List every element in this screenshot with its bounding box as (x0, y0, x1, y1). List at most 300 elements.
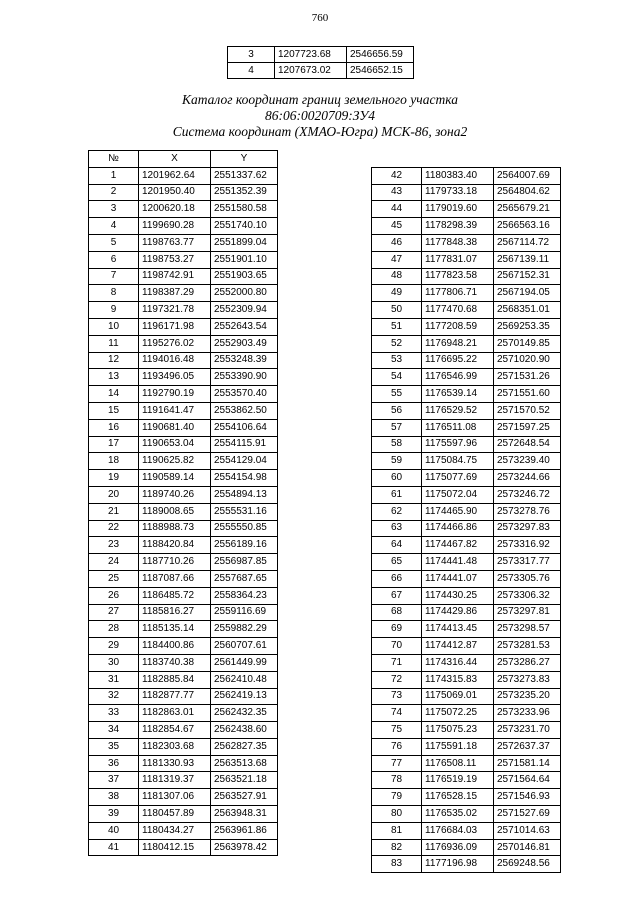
point-number-cell: 60 (372, 470, 422, 487)
x-coordinate-cell: 1182303.68 (139, 738, 211, 755)
y-coordinate-cell: 2573317.77 (494, 554, 561, 571)
table-row (372, 453, 561, 470)
point-number-cell: 30 (89, 654, 139, 671)
table-row (372, 839, 561, 856)
y-coordinate-cell: 2551337.62 (211, 167, 278, 184)
y-coordinate-cell: 2554154.98 (211, 470, 278, 487)
x-coordinate-cell: 1187710.26 (139, 554, 211, 571)
x-coordinate-cell: 1174466.86 (422, 520, 494, 537)
table-row (372, 722, 561, 739)
x-coordinate-cell: 1182877.77 (139, 688, 211, 705)
x-coordinate-cell: 1190653.04 (139, 436, 211, 453)
y-coordinate-cell: 2554106.64 (211, 419, 278, 436)
y-coordinate-cell: 2573278.76 (494, 503, 561, 520)
y-coordinate-cell: 2571546.93 (494, 789, 561, 806)
x-coordinate-cell: 1181330.93 (139, 755, 211, 772)
x-coordinate-cell: 1187087.66 (139, 570, 211, 587)
y-coordinate-cell: 2551901.10 (211, 251, 278, 268)
y-coordinate-cell: 2563521.18 (211, 772, 278, 789)
table-row (89, 654, 278, 671)
y-coordinate-cell: 2571014.63 (494, 822, 561, 839)
table-row (372, 218, 561, 235)
x-coordinate-cell: 1174441.07 (422, 570, 494, 587)
y-coordinate-cell: 2571527.69 (494, 806, 561, 823)
point-number-cell: 77 (372, 755, 422, 772)
x-coordinate-cell: 1174465.90 (422, 503, 494, 520)
y-coordinate-cell: 2571020.90 (494, 352, 561, 369)
y-coordinate-cell: 2563948.31 (211, 806, 278, 823)
continued-coordinate-table (227, 46, 414, 79)
table-row (372, 755, 561, 772)
table-row (372, 554, 561, 571)
table-row (89, 822, 278, 839)
table-row (89, 470, 278, 487)
y-coordinate-cell: 2571597.25 (494, 419, 561, 436)
x-coordinate-cell: 1207673.02 (275, 63, 347, 79)
y-coordinate-cell: 2573305.76 (494, 570, 561, 587)
table-row (89, 755, 278, 772)
table-row (89, 386, 278, 403)
point-number-cell: 83 (372, 856, 422, 873)
point-number-cell: 32 (89, 688, 139, 705)
table-row (89, 318, 278, 335)
x-coordinate-cell: 1189740.26 (139, 486, 211, 503)
x-coordinate-cell: 1176535.02 (422, 806, 494, 823)
x-coordinate-cell: 1201950.40 (139, 184, 211, 201)
y-coordinate-cell: 2558364.23 (211, 587, 278, 604)
y-coordinate-cell: 2551580.58 (211, 201, 278, 218)
x-coordinate-cell: 1198753.27 (139, 251, 211, 268)
x-coordinate-cell: 1175069.01 (422, 688, 494, 705)
point-number-cell: 38 (89, 789, 139, 806)
y-coordinate-cell: 2573239.40 (494, 453, 561, 470)
top-table-body (228, 47, 414, 79)
y-coordinate-cell: 2572648.54 (494, 436, 561, 453)
y-coordinate-cell: 2573316.92 (494, 537, 561, 554)
y-coordinate-cell: 2554894.13 (211, 486, 278, 503)
point-number-cell: 78 (372, 772, 422, 789)
y-coordinate-cell: 2567194.05 (494, 285, 561, 302)
x-coordinate-cell: 1180412.15 (139, 839, 211, 856)
y-coordinate-cell: 2554115.91 (211, 436, 278, 453)
y-coordinate-cell: 2562827.35 (211, 738, 278, 755)
y-coordinate-cell: 2553570.40 (211, 386, 278, 403)
y-coordinate-cell: 2557687.65 (211, 570, 278, 587)
point-number-cell: 44 (372, 201, 422, 218)
point-number-cell: 81 (372, 822, 422, 839)
table-row (372, 386, 561, 403)
point-number-cell: 12 (89, 352, 139, 369)
table-row (372, 318, 561, 335)
table-row (372, 436, 561, 453)
left-table-body (89, 167, 278, 856)
table-row (89, 772, 278, 789)
x-coordinate-cell: 1192790.19 (139, 386, 211, 403)
y-coordinate-cell: 2573233.96 (494, 705, 561, 722)
x-coordinate-cell: 1200620.18 (139, 201, 211, 218)
point-number-cell: 34 (89, 722, 139, 739)
header-number: № (89, 151, 139, 168)
x-coordinate-cell: 1196171.98 (139, 318, 211, 335)
point-number-cell: 63 (372, 520, 422, 537)
y-coordinate-cell: 2569253.35 (494, 318, 561, 335)
point-number-cell: 16 (89, 419, 139, 436)
x-coordinate-cell: 1176546.99 (422, 369, 494, 386)
point-number-cell: 82 (372, 839, 422, 856)
point-number-cell: 26 (89, 587, 139, 604)
point-number-cell: 58 (372, 436, 422, 453)
table-row (89, 738, 278, 755)
table-row (372, 789, 561, 806)
y-coordinate-cell: 2562419.13 (211, 688, 278, 705)
table-row (89, 369, 278, 386)
y-coordinate-cell: 2563527.91 (211, 789, 278, 806)
point-number-cell: 45 (372, 218, 422, 235)
point-number-cell: 36 (89, 755, 139, 772)
point-number-cell: 21 (89, 503, 139, 520)
y-coordinate-cell: 2554129.04 (211, 453, 278, 470)
table-row (89, 419, 278, 436)
point-number-cell: 4 (228, 63, 275, 79)
table-row (89, 218, 278, 235)
point-number-cell: 23 (89, 537, 139, 554)
y-coordinate-cell: 2573231.70 (494, 722, 561, 739)
y-coordinate-cell: 2546656.59 (347, 47, 414, 63)
point-number-cell: 4 (89, 218, 139, 235)
table-row (372, 268, 561, 285)
table-row (372, 822, 561, 839)
point-number-cell: 25 (89, 570, 139, 587)
point-number-cell: 41 (89, 839, 139, 856)
x-coordinate-cell: 1190625.82 (139, 453, 211, 470)
point-number-cell: 43 (372, 184, 422, 201)
point-number-cell: 52 (372, 335, 422, 352)
x-coordinate-cell: 1174315.83 (422, 671, 494, 688)
point-number-cell: 56 (372, 402, 422, 419)
point-number-cell: 51 (372, 318, 422, 335)
x-coordinate-cell: 1188988.73 (139, 520, 211, 537)
point-number-cell: 68 (372, 604, 422, 621)
y-coordinate-cell: 2568351.01 (494, 302, 561, 319)
table-row (228, 47, 414, 63)
point-number-cell: 5 (89, 234, 139, 251)
x-coordinate-cell: 1179733.18 (422, 184, 494, 201)
x-coordinate-cell: 1176529.52 (422, 402, 494, 419)
y-coordinate-cell: 2573235.20 (494, 688, 561, 705)
point-number-cell: 1 (89, 167, 139, 184)
table-row (89, 184, 278, 201)
point-number-cell: 75 (372, 722, 422, 739)
point-number-cell: 79 (372, 789, 422, 806)
x-coordinate-cell: 1174467.82 (422, 537, 494, 554)
x-coordinate-cell: 1181307.06 (139, 789, 211, 806)
x-coordinate-cell: 1182885.84 (139, 671, 211, 688)
table-row (89, 587, 278, 604)
x-coordinate-cell: 1175084.75 (422, 453, 494, 470)
x-coordinate-cell: 1176528.15 (422, 789, 494, 806)
x-coordinate-cell: 1174429.86 (422, 604, 494, 621)
point-number-cell: 9 (89, 302, 139, 319)
x-coordinate-cell: 1180457.89 (139, 806, 211, 823)
y-coordinate-cell: 2572637.37 (494, 738, 561, 755)
y-coordinate-cell: 2553862.50 (211, 402, 278, 419)
y-coordinate-cell: 2555550.85 (211, 520, 278, 537)
x-coordinate-cell: 1175072.04 (422, 486, 494, 503)
y-coordinate-cell: 2555531.16 (211, 503, 278, 520)
y-coordinate-cell: 2567152.31 (494, 268, 561, 285)
x-coordinate-cell: 1174430.25 (422, 587, 494, 604)
point-number-cell: 64 (372, 537, 422, 554)
right-table-body (372, 167, 561, 872)
x-coordinate-cell: 1176695.22 (422, 352, 494, 369)
table-row (372, 570, 561, 587)
point-number-cell: 72 (372, 671, 422, 688)
x-coordinate-cell: 1199690.28 (139, 218, 211, 235)
y-coordinate-cell: 2573306.32 (494, 587, 561, 604)
x-coordinate-cell: 1176936.09 (422, 839, 494, 856)
table-row (372, 419, 561, 436)
y-coordinate-cell: 2552643.54 (211, 318, 278, 335)
y-coordinate-cell: 2571531.26 (494, 369, 561, 386)
x-coordinate-cell: 1182854.67 (139, 722, 211, 739)
table-row (89, 839, 278, 856)
y-coordinate-cell: 2559116.69 (211, 604, 278, 621)
point-number-cell: 33 (89, 705, 139, 722)
parcel-number: 86:06:0020709:ЗУ4 (264, 108, 376, 123)
point-number-cell: 67 (372, 587, 422, 604)
y-coordinate-cell: 2551352.39 (211, 184, 278, 201)
x-coordinate-cell: 1181319.37 (139, 772, 211, 789)
table-row (372, 806, 561, 823)
x-coordinate-cell: 1174441.48 (422, 554, 494, 571)
x-coordinate-cell: 1177848.38 (422, 234, 494, 251)
point-number-cell: 20 (89, 486, 139, 503)
point-number-cell: 39 (89, 806, 139, 823)
table-row (372, 251, 561, 268)
table-row (89, 285, 278, 302)
point-number-cell: 74 (372, 705, 422, 722)
point-number-cell: 35 (89, 738, 139, 755)
y-coordinate-cell: 2559882.29 (211, 621, 278, 638)
y-coordinate-cell: 2571551.60 (494, 386, 561, 403)
y-coordinate-cell: 2562438.60 (211, 722, 278, 739)
point-number-cell: 48 (372, 268, 422, 285)
y-coordinate-cell: 2567114.72 (494, 234, 561, 251)
table-row (372, 520, 561, 537)
y-coordinate-cell: 2573297.83 (494, 520, 561, 537)
x-coordinate-cell: 1201962.64 (139, 167, 211, 184)
x-coordinate-cell: 1198742.91 (139, 268, 211, 285)
x-coordinate-cell: 1176508.11 (422, 755, 494, 772)
y-coordinate-cell: 2571581.14 (494, 755, 561, 772)
table-row (89, 503, 278, 520)
table-row (89, 520, 278, 537)
table-row (89, 722, 278, 739)
x-coordinate-cell: 1190589.14 (139, 470, 211, 487)
y-coordinate-cell: 2573286.27 (494, 654, 561, 671)
point-number-cell: 80 (372, 806, 422, 823)
y-coordinate-cell: 2552309.94 (211, 302, 278, 319)
point-number-cell: 49 (372, 285, 422, 302)
table-row (89, 436, 278, 453)
point-number-cell: 42 (372, 167, 422, 184)
x-coordinate-cell: 1176948.21 (422, 335, 494, 352)
table-row (372, 234, 561, 251)
y-coordinate-cell: 2573297.81 (494, 604, 561, 621)
point-number-cell: 57 (372, 419, 422, 436)
table-row (372, 621, 561, 638)
y-coordinate-cell: 2569248.56 (494, 856, 561, 873)
point-number-cell: 53 (372, 352, 422, 369)
point-number-cell: 22 (89, 520, 139, 537)
y-coordinate-cell: 2562410.48 (211, 671, 278, 688)
y-coordinate-cell: 2570146.81 (494, 839, 561, 856)
table-row (89, 638, 278, 655)
point-number-cell: 76 (372, 738, 422, 755)
point-number-cell: 47 (372, 251, 422, 268)
x-coordinate-cell: 1177806.71 (422, 285, 494, 302)
table-row (89, 688, 278, 705)
y-coordinate-cell: 2551740.10 (211, 218, 278, 235)
x-coordinate-cell: 1175077.69 (422, 470, 494, 487)
table-row (372, 285, 561, 302)
x-coordinate-cell: 1180434.27 (139, 822, 211, 839)
header-y: Y (211, 151, 278, 168)
y-coordinate-cell: 2570149.85 (494, 335, 561, 352)
x-coordinate-cell: 1176511.08 (422, 419, 494, 436)
table-row (372, 167, 561, 184)
y-coordinate-cell: 2551903.65 (211, 268, 278, 285)
x-coordinate-cell: 1176519.19 (422, 772, 494, 789)
point-number-cell: 62 (372, 503, 422, 520)
y-coordinate-cell: 2573298.57 (494, 621, 561, 638)
point-number-cell: 73 (372, 688, 422, 705)
table-row (228, 63, 414, 79)
table-row (372, 352, 561, 369)
point-number-cell: 65 (372, 554, 422, 571)
point-number-cell: 27 (89, 604, 139, 621)
y-coordinate-cell: 2563513.68 (211, 755, 278, 772)
y-coordinate-cell: 2564007.69 (494, 167, 561, 184)
point-number-cell: 18 (89, 453, 139, 470)
table-row (89, 167, 278, 184)
y-coordinate-cell: 2546652.15 (347, 63, 414, 79)
x-coordinate-cell: 1174316.44 (422, 654, 494, 671)
x-coordinate-cell: 1179019.60 (422, 201, 494, 218)
point-number-cell: 7 (89, 268, 139, 285)
x-coordinate-cell: 1177823.58 (422, 268, 494, 285)
table-row (89, 268, 278, 285)
y-coordinate-cell: 2560707.61 (211, 638, 278, 655)
x-coordinate-cell: 1193496.05 (139, 369, 211, 386)
point-number-cell: 59 (372, 453, 422, 470)
table-row (372, 654, 561, 671)
table-row (372, 201, 561, 218)
table-row (89, 402, 278, 419)
table-row (89, 621, 278, 638)
point-number-cell: 8 (89, 285, 139, 302)
x-coordinate-cell: 1177470.68 (422, 302, 494, 319)
table-row (89, 789, 278, 806)
point-number-cell: 24 (89, 554, 139, 571)
point-number-cell: 37 (89, 772, 139, 789)
point-number-cell: 66 (372, 570, 422, 587)
point-number-cell: 3 (89, 201, 139, 218)
x-coordinate-cell: 1177208.59 (422, 318, 494, 335)
table-row (89, 806, 278, 823)
y-coordinate-cell: 2553248.39 (211, 352, 278, 369)
x-coordinate-cell: 1185816.27 (139, 604, 211, 621)
x-coordinate-cell: 1197321.78 (139, 302, 211, 319)
x-coordinate-cell: 1178298.39 (422, 218, 494, 235)
y-coordinate-cell: 2573244.66 (494, 470, 561, 487)
point-number-cell: 46 (372, 234, 422, 251)
table-row (89, 671, 278, 688)
point-number-cell: 28 (89, 621, 139, 638)
x-coordinate-cell: 1182863.01 (139, 705, 211, 722)
table-row (372, 470, 561, 487)
table-row (372, 688, 561, 705)
x-coordinate-cell: 1180383.40 (422, 167, 494, 184)
point-number-cell: 31 (89, 671, 139, 688)
y-coordinate-cell: 2561449.99 (211, 654, 278, 671)
x-coordinate-cell: 1183740.38 (139, 654, 211, 671)
point-number-cell: 54 (372, 369, 422, 386)
x-coordinate-cell: 1195276.02 (139, 335, 211, 352)
y-coordinate-cell: 2573281.53 (494, 638, 561, 655)
point-number-cell: 10 (89, 318, 139, 335)
table-row (89, 251, 278, 268)
y-coordinate-cell: 2565679.21 (494, 201, 561, 218)
header-x: X (139, 151, 211, 168)
x-coordinate-cell: 1175075.23 (422, 722, 494, 739)
point-number-cell: 6 (89, 251, 139, 268)
point-number-cell: 3 (228, 47, 275, 63)
point-number-cell: 70 (372, 638, 422, 655)
table-row (89, 453, 278, 470)
table-row (372, 302, 561, 319)
point-number-cell: 13 (89, 369, 139, 386)
point-number-cell: 61 (372, 486, 422, 503)
coordinate-table-right (371, 167, 561, 873)
table-row (372, 671, 561, 688)
x-coordinate-cell: 1188420.84 (139, 537, 211, 554)
y-coordinate-cell: 2551899.04 (211, 234, 278, 251)
point-number-cell: 15 (89, 402, 139, 419)
x-coordinate-cell: 1175591.18 (422, 738, 494, 755)
y-coordinate-cell: 2573246.72 (494, 486, 561, 503)
y-coordinate-cell: 2552000.80 (211, 285, 278, 302)
table-row (372, 638, 561, 655)
table-row (372, 184, 561, 201)
table-row (372, 503, 561, 520)
x-coordinate-cell: 1174413.45 (422, 621, 494, 638)
header-row (89, 151, 278, 168)
point-number-cell: 69 (372, 621, 422, 638)
y-coordinate-cell: 2571564.64 (494, 772, 561, 789)
x-coordinate-cell: 1184400.86 (139, 638, 211, 655)
table-row (372, 335, 561, 352)
x-coordinate-cell: 1176684.03 (422, 822, 494, 839)
table-row (372, 486, 561, 503)
y-coordinate-cell: 2566563.16 (494, 218, 561, 235)
table-row (89, 234, 278, 251)
x-coordinate-cell: 1198387.29 (139, 285, 211, 302)
x-coordinate-cell: 1174412.87 (422, 638, 494, 655)
table-row (89, 705, 278, 722)
table-row (372, 587, 561, 604)
catalog-title: Каталог координат границ земельного участка (182, 92, 458, 107)
